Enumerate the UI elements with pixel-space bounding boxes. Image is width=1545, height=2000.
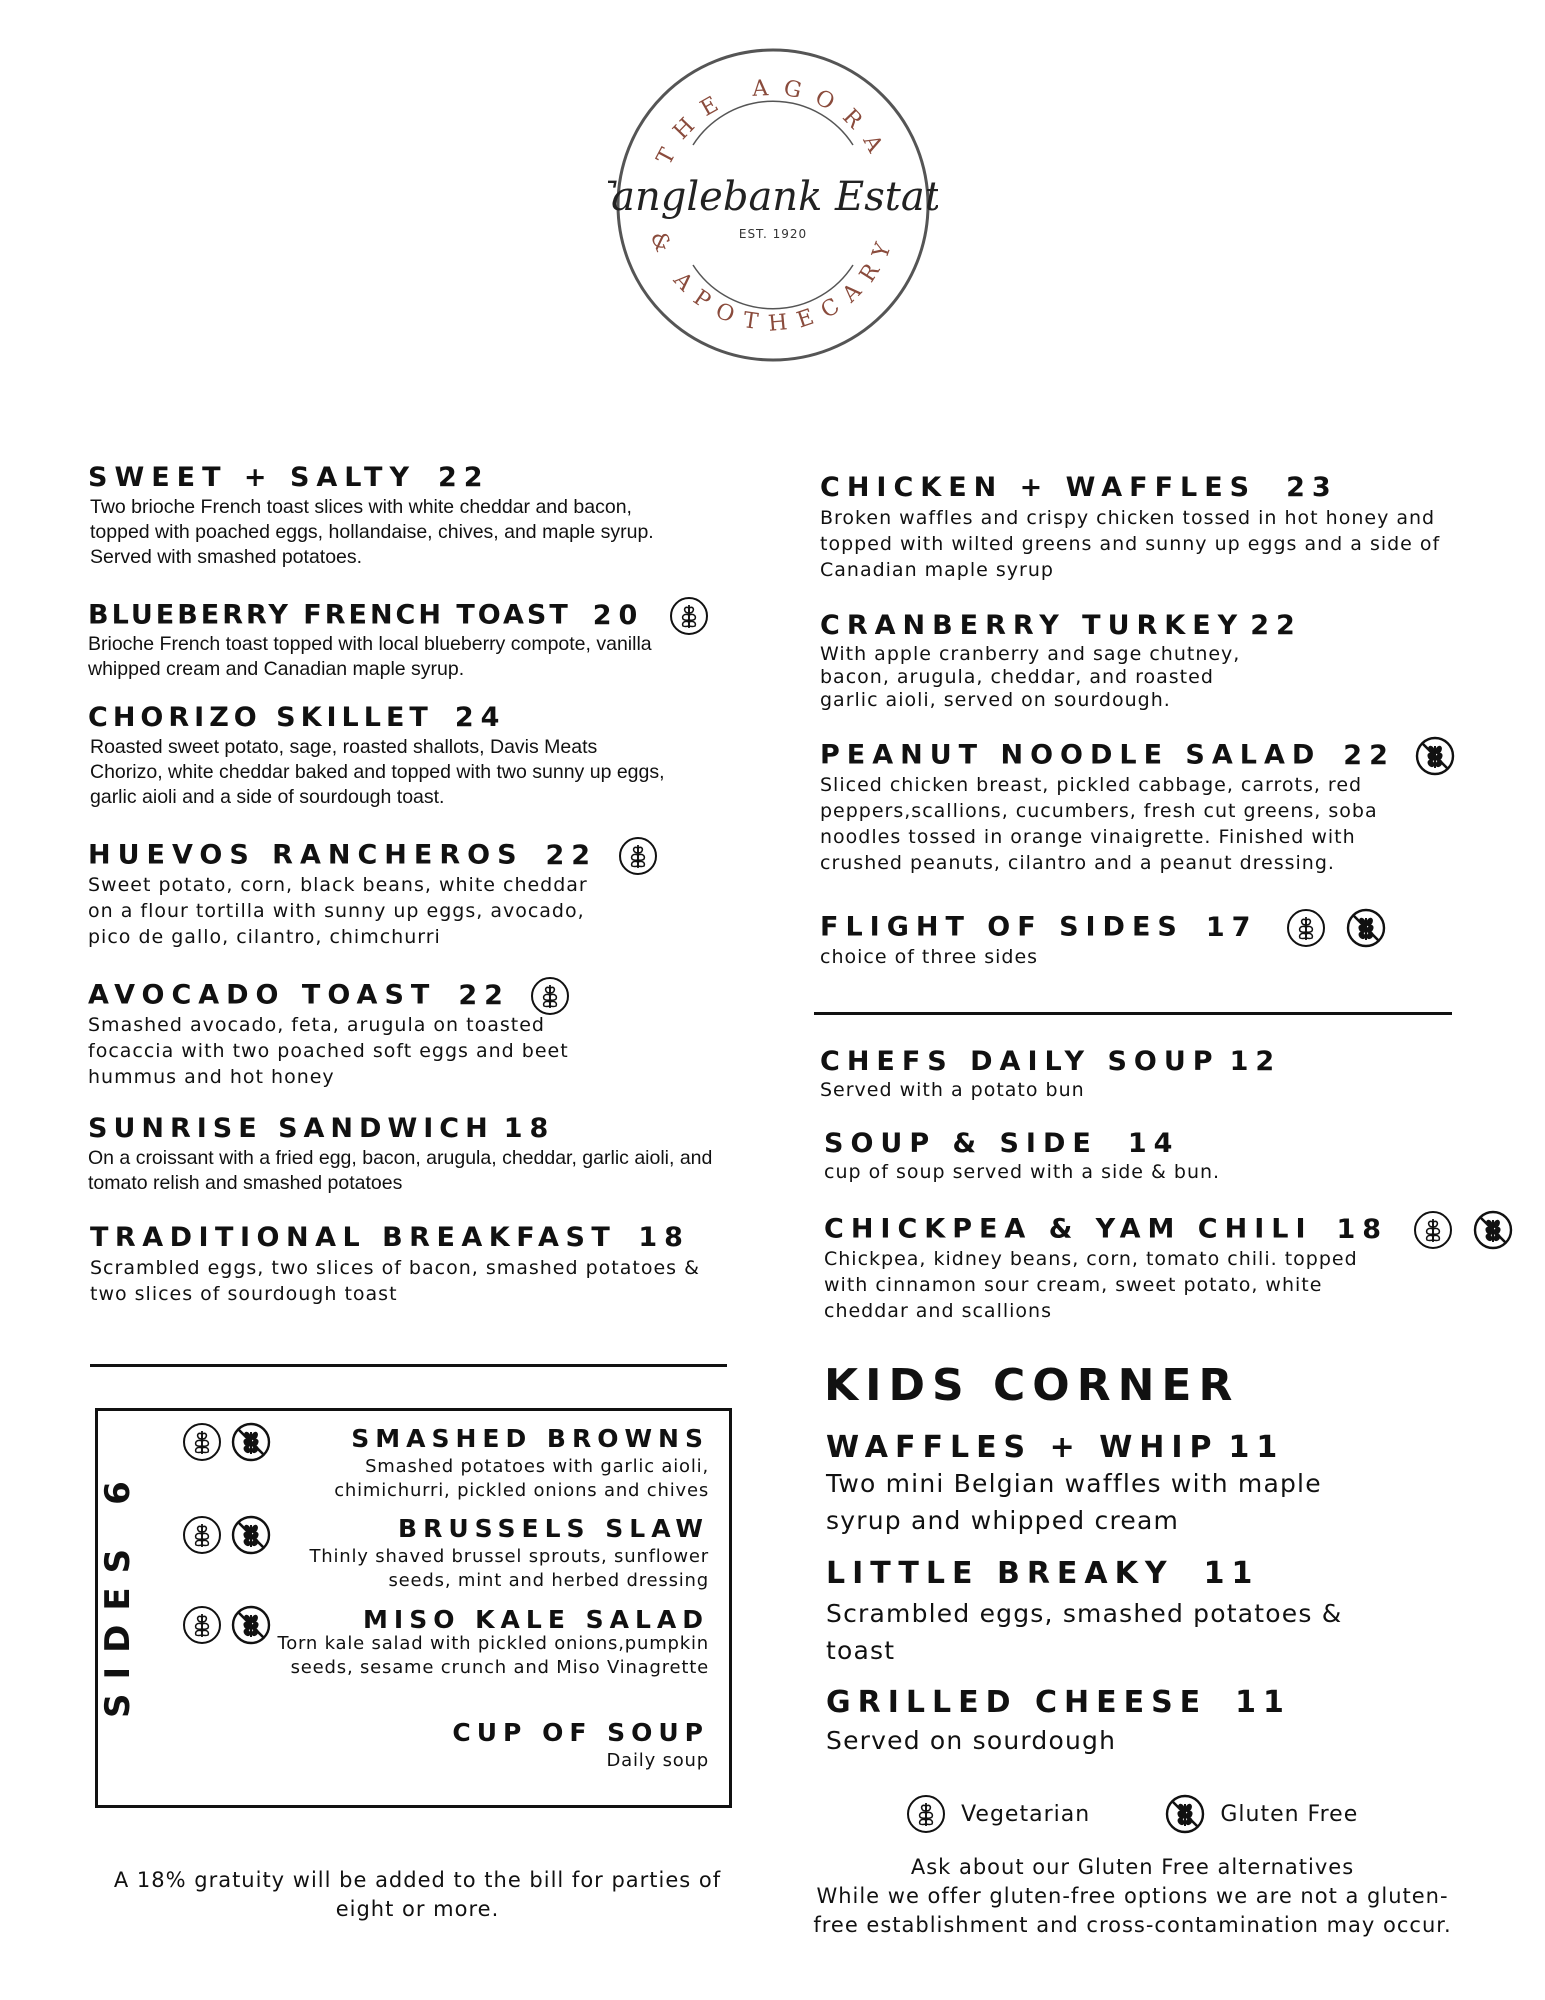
gluten-free-icon <box>231 1422 271 1462</box>
svg-text:EST. 1920: EST. 1920 <box>738 227 808 241</box>
item-title: SWEET + SALTY 22 <box>88 462 490 493</box>
item-desc: With apple cranberry and sage chutney, bacon, arugula, cheddar, and roasted garlic aioli, served on sourdough. <box>820 643 1241 711</box>
legend <box>906 1794 1358 1834</box>
item-desc: cup of soup served with a side & bun. <box>824 1161 1221 1183</box>
side-item <box>409 1718 709 1773</box>
menu-item <box>820 1046 1420 1103</box>
side-icons <box>182 1422 271 1462</box>
item-title: WAFFLES + WHIP 11 <box>826 1430 1285 1465</box>
vegetarian-icon <box>182 1605 222 1645</box>
item-desc: Brioche French toast topped with local blueberry compote, vanilla whipped cream and Canadian maple syrup. <box>88 633 652 680</box>
menu-item <box>88 702 670 810</box>
side-desc: Smashed potatoes with garlic aioli, chimichurri, pickled onions and chives <box>334 1456 709 1501</box>
item-title: SOUP & SIDE 14 <box>824 1128 1180 1159</box>
legend-gluten-free: Gluten Free <box>1220 1801 1359 1827</box>
item-title: CHORIZO SKILLET 24 <box>88 702 507 733</box>
legend-vegetarian: Vegetarian <box>961 1801 1091 1827</box>
menu-item <box>820 472 1460 583</box>
menu-item <box>820 736 1455 876</box>
menu-item <box>824 1128 1424 1185</box>
menu-item <box>824 1210 1513 1324</box>
item-title: HUEVOS RANCHEROS 22 <box>88 836 658 876</box>
item-desc: Roasted sweet potato, sage, roasted shallots, Davis Meats Chorizo, white cheddar baked and topped with two sunny up eggs, garlic aioli and a side of sourdough toast. <box>90 736 665 808</box>
item-title: AVOCADO TOAST 22 <box>88 976 598 1016</box>
item-title: FLIGHT OF SIDES 17 <box>820 908 1420 948</box>
gf-note-line2: While we offer gluten-free options we are not a gluten-free establishment and cross-contamination may occur. <box>813 1884 1452 1937</box>
vegetarian-icon <box>182 1515 222 1555</box>
vegetarian-icon <box>1286 908 1326 948</box>
item-title: BLUEBERRY FRENCH TOAST 20 <box>88 596 709 636</box>
side-desc: Daily soup <box>606 1750 709 1771</box>
item-title: PEANUT NOODLE SALAD 22 <box>820 736 1455 776</box>
item-title: CHEFS DAILY SOUP 12 <box>820 1046 1282 1077</box>
vegetarian-icon <box>182 1422 222 1462</box>
menu-item <box>820 908 1420 970</box>
item-desc: Broken waffles and crispy chicken tossed in hot honey and topped with wilted greens and sunny up eggs and a side of Canadian maple syrup <box>820 507 1441 581</box>
item-desc: Two brioche French toast slices with white cheddar and bacon, topped with poached eggs, hollandaise, chives, and maple syrup. Served with smashed potatoes. <box>90 496 654 568</box>
gluten-free-icon <box>1346 908 1386 948</box>
side-item <box>249 1605 709 1680</box>
divider <box>90 1364 727 1367</box>
item-desc: Served with a potato bun <box>820 1079 1085 1101</box>
menu-item <box>88 1113 728 1196</box>
item-desc: Sliced chicken breast, pickled cabbage, carrots, red peppers,scallions, cucumbers, fresh cut greens, soba noodles tossed in orange vinaigrette. Finished with crushed peanuts, cilantro and a peanut dressing. <box>820 774 1378 874</box>
vegetarian-icon <box>669 596 709 636</box>
side-title: CUP OF SOUP <box>452 1718 709 1747</box>
menu-item <box>88 596 709 682</box>
side-title: SMASHED BROWNS <box>351 1424 709 1453</box>
kids-heading: KIDS CORNER <box>824 1360 1240 1411</box>
menu-item <box>88 462 670 570</box>
sides-label: SIDES6 <box>98 1467 138 1718</box>
item-desc: Served on sourdough <box>826 1726 1117 1755</box>
side-title: BRUSSELS SLAW <box>398 1514 709 1543</box>
gluten-free-note <box>800 1853 1465 1940</box>
item-desc: Scrambled eggs, two slices of bacon, smashed potatoes & two slices of sourdough toast <box>90 1257 700 1305</box>
gluten-free-icon <box>1165 1794 1205 1834</box>
vegetarian-icon <box>530 976 570 1016</box>
item-title: GRILLED CHEESE 11 <box>826 1685 1291 1720</box>
menu-item <box>826 1430 1346 1539</box>
side-item <box>249 1514 709 1593</box>
vegetarian-icon <box>906 1794 946 1834</box>
gluten-free-icon <box>1473 1210 1513 1250</box>
vegetarian-icon <box>618 836 658 876</box>
svg-text:Tanglebank Estate: Tanglebank Esta <box>608 174 925 220</box>
gf-note-line1: Ask about our Gluten Free alternatives <box>910 1855 1355 1879</box>
item-desc: Scrambled eggs, smashed potatoes & toast <box>826 1599 1343 1665</box>
menu-item <box>90 1222 730 1307</box>
item-title: LITTLE BREAKY 11 <box>826 1556 1260 1591</box>
item-desc: Chickpea, kidney beans, corn, tomato chili. topped with cinnamon sour cream, sweet potato, white cheddar and scallions <box>824 1248 1358 1322</box>
svg-text:THE AGORA: THE AGORA <box>652 75 894 170</box>
item-title: CHICKPEA & YAM CHILI 18 <box>824 1210 1513 1250</box>
side-item <box>289 1424 709 1503</box>
menu-item <box>88 976 598 1090</box>
menu-item <box>820 610 1302 712</box>
gratuity-note: A 18% gratuity will be added to the bill for parties of eight or more. <box>113 1868 722 1921</box>
item-title: SUNRISE SANDWICH 18 <box>88 1113 556 1144</box>
item-desc: Smashed avocado, feta, arugula on toasted focaccia with two poached soft eggs and beet hummus and hot honey <box>88 1014 569 1088</box>
divider <box>814 1012 1452 1015</box>
menu-item <box>826 1685 1366 1759</box>
item-title: TRADITIONAL BREAKFAST 18 <box>90 1222 690 1253</box>
item-desc: Two mini Belgian waffles with maple syrup and whipped cream <box>826 1469 1322 1535</box>
gluten-free-icon <box>1415 736 1455 776</box>
item-desc: Sweet potato, corn, black beans, white cheddar on a flour tortilla with sunny up eggs, avocado, pico de gallo, cilantro, chimchurri <box>88 874 588 948</box>
item-desc: choice of three sides <box>820 946 1039 968</box>
item-title: CHICKEN + WAFFLES 23 <box>820 472 1338 503</box>
side-desc: Thinly shaved brussel sprouts, sunflower seeds, mint and herbed dressing <box>309 1546 709 1591</box>
menu-item <box>826 1556 1366 1669</box>
logo-seal <box>608 40 938 370</box>
vegetarian-icon <box>1413 1210 1453 1250</box>
item-desc: On a croissant with a fried egg, bacon, arugula, cheddar, garlic aioli, and tomato relish and smashed potatoes <box>88 1147 713 1194</box>
side-title: MISO KALE SALAD <box>363 1605 709 1634</box>
menu-item <box>88 836 658 950</box>
item-title: CRANBERRY TURKEY 22 <box>820 610 1302 641</box>
svg-text:& APOTHECARY: & APOTHECARY <box>645 228 901 337</box>
side-desc: Torn kale salad with pickled onions,pumpkin seeds, sesame crunch and Miso Vinagrette <box>277 1633 709 1678</box>
logo <box>608 40 938 370</box>
